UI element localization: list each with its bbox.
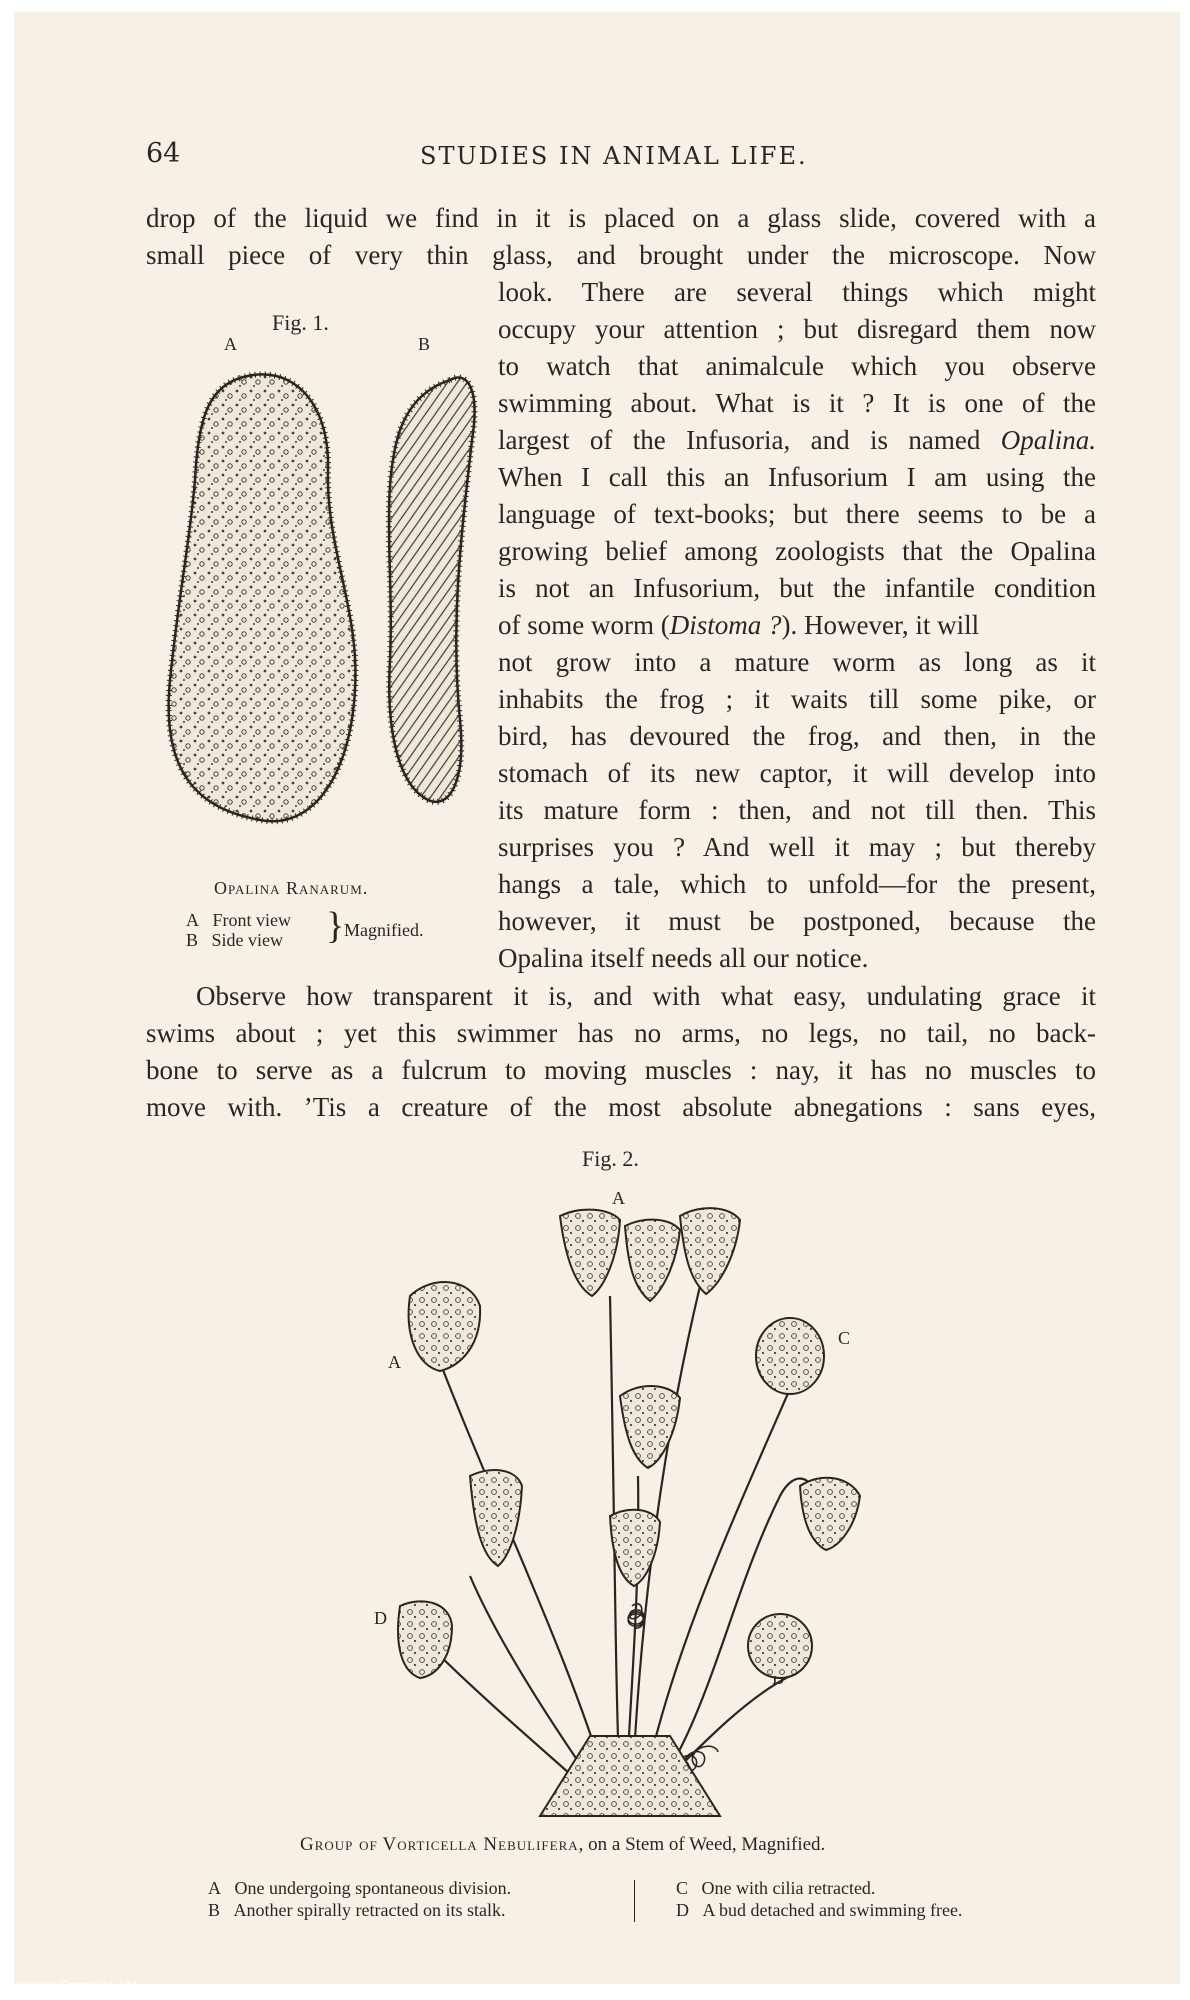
figure-2-label-d: D: [374, 1608, 387, 1628]
text-line: look. There are several things which might: [498, 277, 1096, 307]
running-head: [0, 138, 1190, 178]
legend-item: [676, 1878, 875, 1899]
text-line: language of text-books; but there seems to be a: [498, 499, 1096, 529]
copyright-notice: Copyright Cosmo Int. Ltd: [4, 1978, 137, 1992]
figure-2-label-c: C: [838, 1328, 851, 1348]
text-line: move with. ’Tis a creature of the most absolute abnegations : sans eyes,: [146, 1092, 1096, 1122]
text-line: [498, 422, 1096, 459]
legend-letter: A: [186, 910, 199, 930]
figure-1-caption: Opalina Ranarum.: [214, 878, 369, 898]
legend-letter: B: [186, 930, 199, 950]
legend-brace: }: [326, 905, 345, 947]
text-line: bird, has devoured the frog, and then, in the: [498, 721, 1096, 751]
page-number: 64: [146, 138, 181, 169]
figure-2-caption: [300, 1834, 1000, 1856]
figure-2-label-a-left: A: [388, 1352, 401, 1372]
bell: [610, 1510, 660, 1586]
text-line: growing belief among zoologists that the Opalina: [498, 536, 1096, 566]
bell: [800, 1478, 860, 1550]
text-line: occupy your attention ; but disregard them now: [498, 314, 1096, 344]
bell: [680, 1208, 740, 1294]
weed-stem-base: [540, 1736, 720, 1816]
text-line: to watch that animalcule which you observe: [498, 351, 1096, 381]
bell: [409, 1282, 481, 1371]
text-line: is not an Infusorium, but the infantile condition: [498, 573, 1096, 603]
text-line: however, it must be postponed, because the: [498, 906, 1096, 936]
legend-text: One with cilia retracted.: [701, 1878, 876, 1898]
text-run: of some worm (: [498, 610, 670, 640]
caption-text: Group of: [300, 1834, 378, 1855]
legend-item: [676, 1900, 962, 1921]
bell: [470, 1470, 522, 1566]
text-line: [498, 607, 1096, 644]
legend-text: Side view: [211, 930, 284, 950]
bell: [748, 1614, 812, 1678]
text-line: hangs a tale, which to unfold—for the present,: [498, 869, 1096, 899]
legend-text: One undergoing spontaneous division.: [234, 1878, 512, 1898]
figure-1-title: Fig. 1.: [272, 310, 329, 335]
bell: [560, 1210, 620, 1296]
caption-text: , on a Stem of Weed, Magnified.: [578, 1834, 826, 1855]
text-line: Observe how transparent it is, and with what easy, undulating grace it: [196, 981, 1096, 1011]
figure-2-label-a-top: A: [612, 1188, 625, 1208]
legend-letter: B: [208, 1900, 221, 1920]
text-line: When I call this an Infusorium I am using the: [498, 462, 1096, 492]
figure-2: [370, 1146, 930, 1826]
figure-1: [150, 300, 490, 950]
bell: [620, 1386, 680, 1468]
legend-text: Front view: [212, 910, 291, 930]
text-line: surprises you ? And well it may ; but thereby: [498, 832, 1096, 862]
text-line: drop of the liquid we find in it is placed on a glass slide, covered with a: [146, 203, 1096, 233]
legend-letter: D: [676, 1900, 689, 1920]
legend-letter: A: [208, 1878, 221, 1898]
caption-species: Vorticella Nebulifera: [382, 1834, 579, 1855]
legend-text: Another spirally retracted on its stalk.: [233, 1900, 506, 1920]
legend-divider: [634, 1880, 635, 1922]
bell: [756, 1318, 824, 1394]
vorticella-illustration: [370, 1176, 930, 1826]
legend-item: [208, 1900, 505, 1921]
text-line: swims about ; yet this swimmer has no arms, no legs, no tail, no back-: [146, 1018, 1096, 1048]
vorticella-bells: [398, 1208, 860, 1678]
running-title: STUDIES IN ANIMAL LIFE.: [420, 142, 808, 170]
text-run: largest of the Infusoria, and is named: [498, 425, 981, 455]
opalina-illustration: [150, 360, 490, 860]
opalina-front-view: [169, 374, 356, 821]
figure-1-label-a: A: [224, 334, 237, 354]
figure-1-label-b: B: [418, 334, 431, 354]
text-line: small piece of very thin glass, and brought under the microscope. Now: [146, 240, 1096, 270]
text-line: its mature form : then, and not till then. This: [498, 795, 1096, 825]
text-run: ). However, it will: [781, 610, 980, 640]
bell: [398, 1601, 452, 1678]
species-name: Opalina.: [1000, 425, 1097, 455]
text-line: bone to serve as a fulcrum to moving muscles : nay, it has no muscles to: [146, 1055, 1096, 1085]
legend-letter: C: [676, 1878, 689, 1898]
species-name: Distoma ?: [669, 610, 782, 640]
bell: [625, 1220, 680, 1301]
legend-note: Magnified.: [344, 920, 424, 940]
text-line: inhabits the frog ; it waits till some pike, or: [498, 684, 1096, 714]
text-line: stomach of its new captor, it will develop into: [498, 758, 1096, 788]
text-line: swimming about. What is it ? It is one of the: [498, 388, 1096, 418]
opalina-side-view: [389, 378, 475, 802]
text-line: Opalina itself needs all our notice.: [498, 943, 869, 973]
legend-text: A bud detached and swimming free.: [702, 1900, 963, 1920]
text-line: not grow into a mature worm as long as it: [498, 647, 1096, 677]
legend-item: [208, 1878, 511, 1899]
figure-2-title: Fig. 2.: [582, 1146, 639, 1171]
figure-2-legend: [208, 1878, 1108, 1926]
